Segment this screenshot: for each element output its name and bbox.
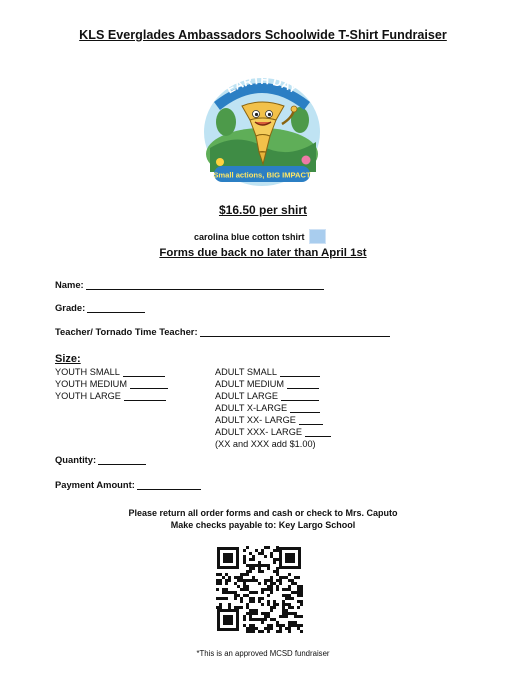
size-label: YOUTH MEDIUM (55, 379, 127, 389)
logo-bottom-text: Small actions, BIG IMPACT (213, 170, 311, 180)
return-instructions: Please return all order forms and cash or check to Mrs. Caputo (128, 508, 398, 518)
price-label: $16.50 per shirt (218, 203, 308, 217)
size-qty-line[interactable] (280, 369, 320, 377)
deadline-label: Forms due back no later than April 1st (159, 247, 367, 259)
page-title: KLS Everglades Ambassadors Schoolwide T-Shirt Fundraiser (79, 28, 447, 42)
size-qty-line[interactable] (287, 381, 319, 389)
check-instructions: Make checks payable to: Key Largo School (170, 520, 356, 530)
adult-medium-option[interactable] (215, 379, 319, 389)
logo-top-text: EARTH DAY (224, 72, 300, 97)
grade-line[interactable] (87, 304, 145, 313)
size-qty-line[interactable] (124, 393, 166, 401)
shirt-color-line (194, 229, 326, 244)
teacher-label: Teacher/ Tornado Time Teacher: (55, 326, 198, 337)
grade-label: Grade: (55, 302, 86, 313)
teacher-line[interactable] (200, 328, 390, 337)
youth-medium-option[interactable] (55, 379, 168, 389)
size-qty-line[interactable] (290, 405, 320, 413)
adult-xxxlarge-option[interactable] (215, 427, 331, 437)
size-qty-line[interactable] (130, 381, 168, 389)
size-label: ADULT XX- LARGE (215, 415, 296, 425)
teacher-field[interactable] (55, 326, 390, 337)
qr-code-icon[interactable] (215, 545, 303, 633)
quantity-line[interactable] (98, 456, 146, 465)
size-label: ADULT X-LARGE (215, 403, 288, 413)
payment-field[interactable] (55, 479, 201, 490)
size-qty-line[interactable] (123, 369, 165, 377)
payment-line[interactable] (137, 481, 201, 490)
size-label: YOUTH LARGE (55, 391, 121, 401)
size-label: YOUTH SMALL (55, 367, 120, 377)
adult-large-option[interactable] (215, 391, 319, 401)
size-label: ADULT LARGE (215, 391, 278, 401)
adult-xlarge-option[interactable] (215, 403, 320, 413)
color-swatch (309, 229, 326, 244)
xx-xxx-note: (XX and XXX add $1.00) (215, 439, 316, 449)
size-qty-line[interactable] (281, 393, 319, 401)
quantity-label: Quantity: (55, 454, 97, 465)
size-qty-line[interactable] (305, 429, 331, 437)
size-qty-line[interactable] (299, 417, 323, 425)
adult-xxlarge-option[interactable] (215, 415, 323, 425)
shirt-color-label: carolina blue cotton tshirt (194, 231, 305, 242)
grade-field[interactable] (55, 302, 145, 313)
youth-large-option[interactable] (55, 391, 166, 401)
size-label: ADULT XXX- LARGE (215, 427, 302, 437)
size-label: ADULT SMALL (215, 367, 277, 377)
size-label: ADULT MEDIUM (215, 379, 285, 389)
name-label: Name: (55, 279, 84, 290)
approved-note: *This is an approved MCSD fundraiser (196, 649, 330, 658)
quantity-field[interactable] (55, 454, 146, 465)
earth-day-logo (196, 62, 328, 194)
youth-small-option[interactable] (55, 367, 165, 377)
name-line[interactable] (86, 281, 324, 290)
adult-small-option[interactable] (215, 367, 320, 377)
size-heading: Size: (55, 353, 81, 365)
name-field[interactable] (55, 279, 324, 290)
payment-label: Payment Amount: (55, 479, 135, 490)
